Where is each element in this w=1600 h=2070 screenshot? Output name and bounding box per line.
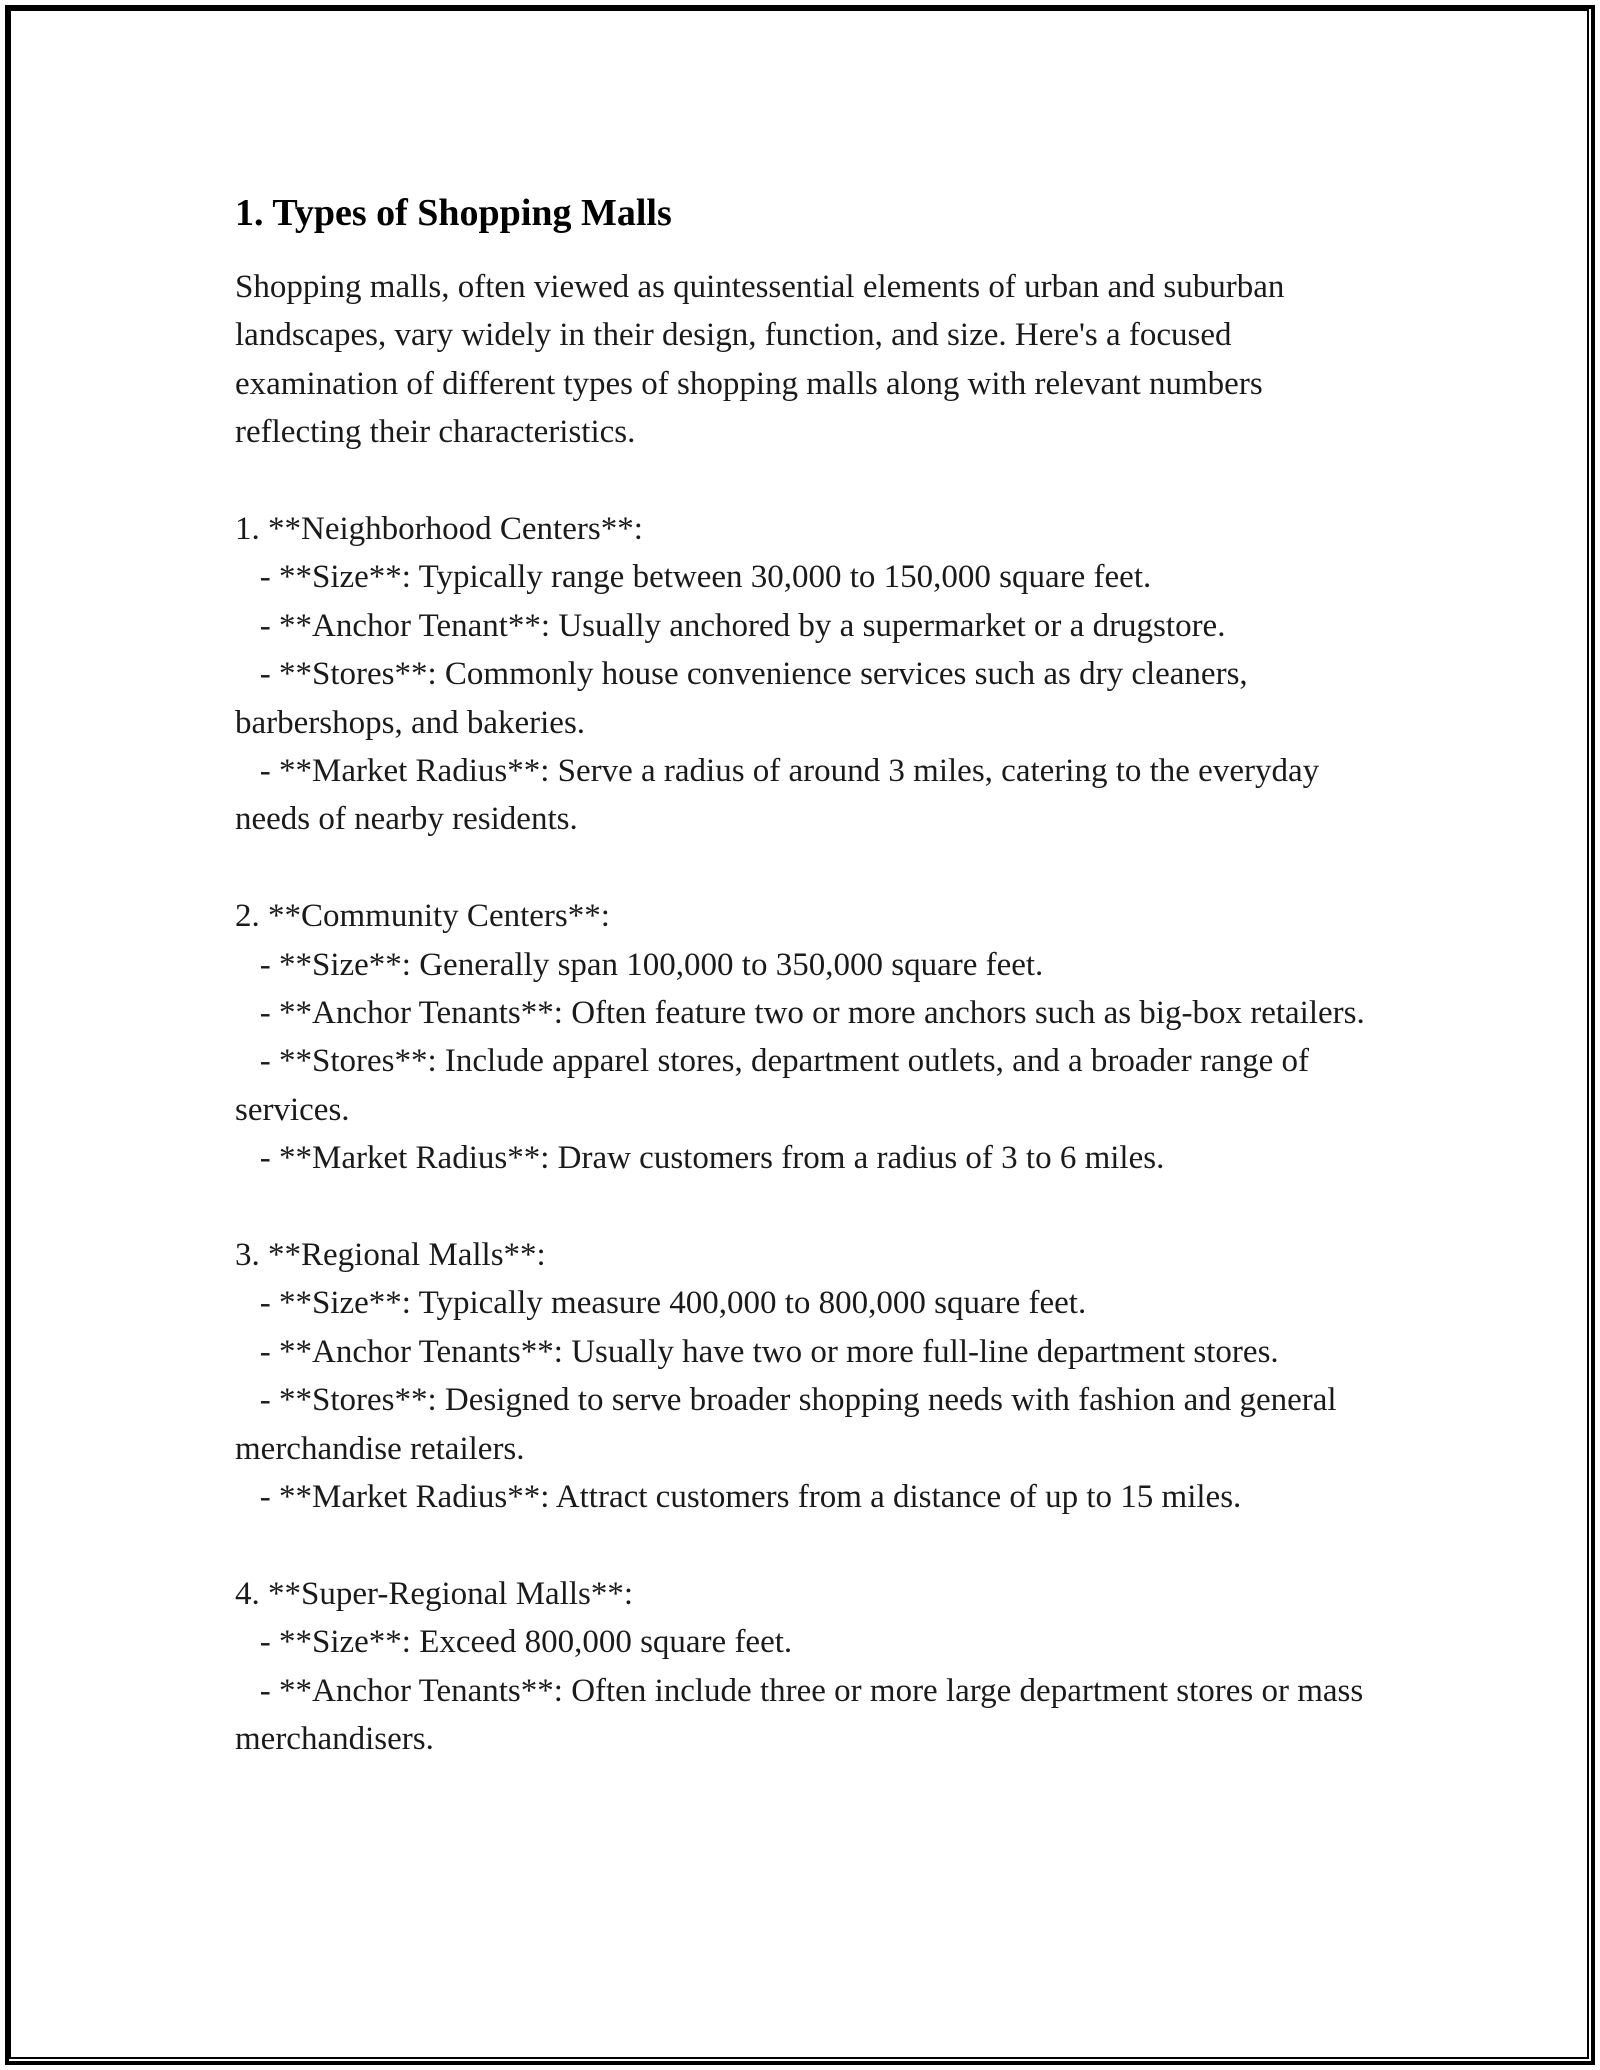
section-title: 2. **Community Centers**: <box>235 898 610 935</box>
section-item: - **Market Radius**: Draw customers from a radius of 3 to 6 miles. <box>235 1140 1165 1177</box>
section-heading: 1. Types of Shopping Malls <box>235 192 672 234</box>
section-item: - **Size**: Typically measure 400,000 to 800,000 square feet. <box>235 1285 1087 1322</box>
section-item: - **Stores**: Designed to serve broader shopping needs with fashion and general merchandise retailers. <box>235 1382 1345 1467</box>
section-super-regional-malls <box>235 1570 1385 1764</box>
section-title: 4. **Super-Regional Malls**: <box>235 1575 634 1612</box>
section-item: - **Market Radius**: Attract customers from a distance of up to 15 miles. <box>235 1479 1242 1516</box>
section-item: - **Stores**: Commonly house convenience services such as dry cleaners, barbershops, and bakeries. <box>235 656 1256 741</box>
section-community-centers <box>235 892 1385 1182</box>
section-item: - **Anchor Tenant**: Usually anchored by a supermarket or a drugstore. <box>235 607 1226 644</box>
section-item: - **Size**: Exceed 800,000 square feet. <box>235 1624 793 1661</box>
intro-paragraph: Shopping malls, often viewed as quintessential elements of urban and suburban landscapes, vary widely in their design, function, and size. Here's a focused examination of different types of shopping malls along with relevant numbers reflecting their characteristics. <box>235 269 1285 451</box>
section-item: - **Anchor Tenants**: Often feature two or more anchors such as big-box retailers. <box>235 995 1365 1032</box>
section-item: - **Anchor Tenants**: Usually have two or more full-line department stores. <box>235 1333 1279 1370</box>
section-regional-malls <box>235 1231 1385 1521</box>
section-title: 1. **Neighborhood Centers**: <box>235 511 643 548</box>
section-item: - **Size**: Typically range between 30,000 to 150,000 square feet. <box>235 559 1152 596</box>
section-title: 3. **Regional Malls**: <box>235 1237 546 1274</box>
document-body <box>235 186 1385 1764</box>
section-item: - **Size**: Generally span 100,000 to 350,000 square feet. <box>235 946 1044 983</box>
section-item: - **Market Radius**: Serve a radius of around 3 miles, catering to the everyday needs of nearby residents. <box>235 753 1328 838</box>
section-item: - **Anchor Tenants**: Often include three or more large department stores or mass merchandisers. <box>235 1672 1372 1758</box>
section-item: - **Stores**: Include apparel stores, department outlets, and a broader range of services. <box>235 1043 1318 1128</box>
section-neighborhood-centers <box>235 505 1385 844</box>
